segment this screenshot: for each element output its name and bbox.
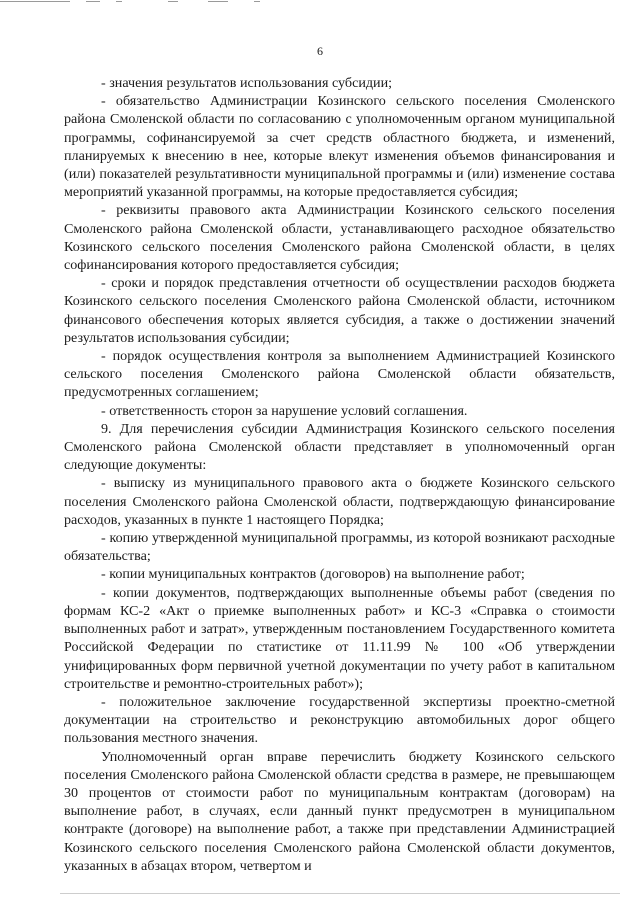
paragraph-expert-conclusion: - положительное заключение государственной экспертизы проектно-сметной документации на строительство и реконструкцию автомобильных дорог общего пользования местного значения. xyxy=(64,693,615,747)
paragraph-program-copy: - копию утвержденной муниципальной программы, из которой возникают расходные обязательства; xyxy=(64,530,615,565)
paragraph-legal-act-details: - реквизиты правового акта Администрации Козинского сельского поселения Смоленского района Смоленской области, устанавливающего расходное обязательство Козинского сельского поселения Смоленского района Смоленской области, в целях софинансирования которого предоставляется субсидия; xyxy=(64,202,615,274)
document-body xyxy=(64,74,615,875)
paragraph-liability: - ответственность сторон за нарушение условий соглашения. xyxy=(101,402,468,419)
paragraph-program-coordination: - обязательство Администрации Козинского сельского поселения Смоленского района Смоленской области по согласованию с уполномоченным органом муниципальной программы, софинансируемой за счет средств областного бюджета, и изменений, планируемых к внесению в нее, которые влекут изменения объемов финансирования и (или) показателей результативности муниципальной программы и (или) изменение состава мероприятий указанной программы, на которые предоставляется субсидия; xyxy=(64,93,615,201)
page-number: 6 xyxy=(317,44,323,58)
paragraph-work-documents: - копии документов, подтверждающих выполненные объемы работ (сведения по формам КС-2 «Акт о приемке выполненных работ» и КС-3 «Справка о стоимости выполненных работ и затрат», утвержденным постановлением Государственного комитета Российской Федерации по статистике от 11.11.99 № 100 «Об утверждении унифицированных форм первичной учетной документации по учету работ в капитальном строительстве и ремонтно-строительных работ»); xyxy=(64,584,615,692)
paragraph-reporting-terms: - сроки и порядок представления отчетности об осуществлении расходов бюджета Козинского сельского поселения Смоленского района Смоленской области, источником финансового обеспечения которых является субсидия, а также о достижении значений результатов использования субсидии; xyxy=(64,275,615,346)
paragraph-result-values: - значения результатов использования субсидии; xyxy=(101,75,393,91)
scan-top-edge xyxy=(0,0,640,3)
scan-bottom-edge xyxy=(60,893,620,894)
paragraph-contracts-copies: - копии муниципальных контрактов (договоров) на выполнение работ; xyxy=(101,566,525,583)
paragraph-item-9: 9. Для перечисления субсидии Администрация Козинского сельского поселения Смоленского района Смоленской области представляет в уполномоченный орган следующие документы: xyxy=(64,420,615,474)
paragraph-budget-extract: - выписку из муниципального правового акта о бюджете Козинского сельского поселения Смоленского района Смоленской области, подтверждающую финансирование расходов, указанных в пункте 1 настоящего Порядка; xyxy=(64,475,615,528)
paragraph-advance-payment: Уполномоченный орган вправе перечислить бюджету Козинского сельского поселения Смоленского района Смоленской области средства в размере, не превышающем 30 процентов от стоимости работ по муниципальным контрактам (договорам) на выполнение работ, в случаях, если данный пункт предусмотрен в муниципальном контракте (договоре) на выполнение работ, а также при представлении Администрацией Козинского сельского поселения Смоленского района Смоленской области документов, указанных в абзацах втором, четвертом и xyxy=(64,748,615,874)
paragraph-control-procedure: - порядок осуществления контроля за выполнением Администрацией Козинского сельского поселения Смоленского района Смоленской области обязательств, предусмотренных соглашением; xyxy=(64,348,615,401)
